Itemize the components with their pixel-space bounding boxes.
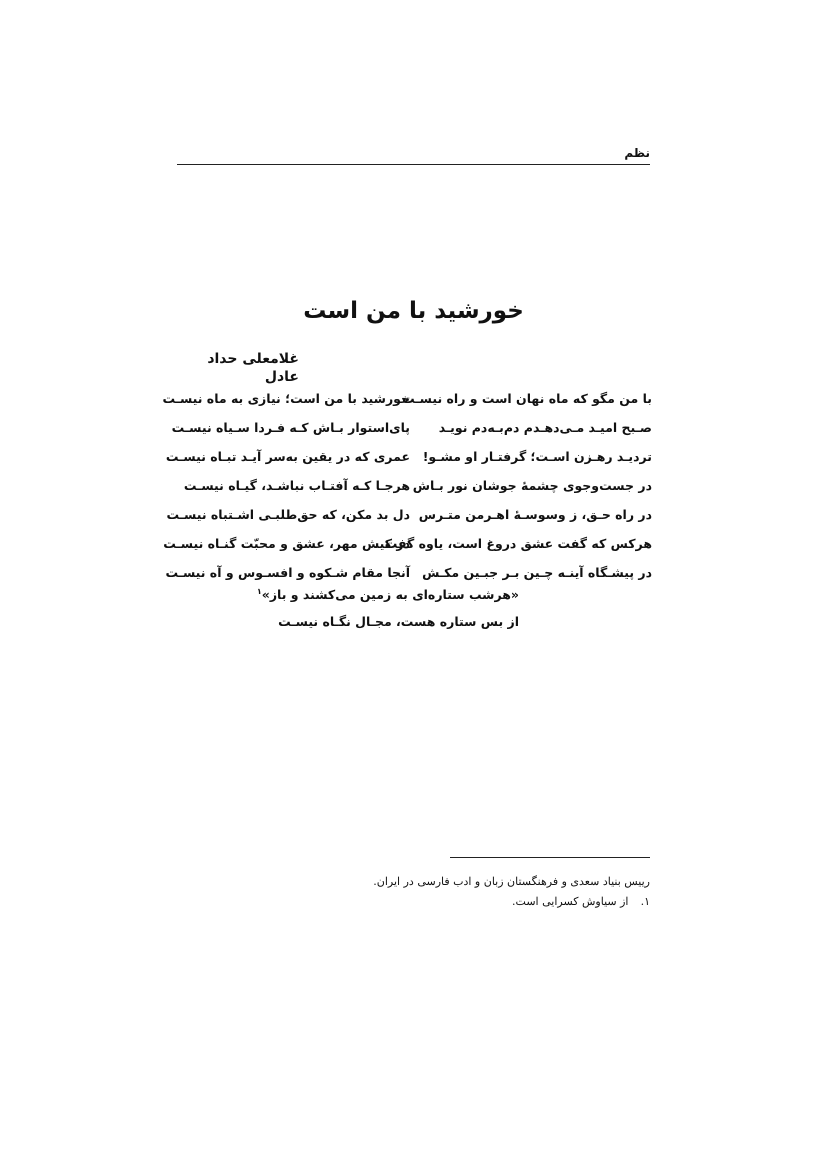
footnote-number: ۱. <box>640 895 650 908</box>
closing-line-1 <box>256 581 519 608</box>
closing-line-2: از بس ستاره هست، مجـال نگـاه نیسـت <box>278 614 519 629</box>
author-name: غلامعلی حداد عادل <box>207 351 299 385</box>
verse-row <box>170 418 650 447</box>
hemistich-left: در کیش مهر، عشق و محبّت گنـاه نیسـت <box>163 536 410 551</box>
hemistich-right: با من مگو که ماه نهان است و راه نیسـت <box>402 391 652 406</box>
footnote-marker: ۱ <box>256 586 262 596</box>
footnotes <box>300 872 650 912</box>
hemistich-right: صـبح امیـد مـی‌دهـدم دم‌بـه‌دم نویـد <box>438 420 652 435</box>
footnote-text: از سیاوش کسرایی است. <box>512 895 629 908</box>
hemistich-left: آنجا مقام شـکوه و افسـوس و آه نیسـت <box>165 565 410 580</box>
footnote-affiliation: رییس بنیاد سعدی و فرهنگستان زبان و ادب فارسی در ایران. <box>373 875 650 888</box>
hemistich-right: هرکس که گفت عشق دروغ است، یاوه گفت <box>384 536 652 551</box>
verses <box>162 389 652 592</box>
poem-title: خورشید با من است <box>303 298 524 324</box>
hemistich-right: در راه حـق، ز وسوسـهٔ اهـرمن متـرس <box>418 507 652 522</box>
closing-line-1-text: «هرشب ستاره‌ای به زمین می‌کشند و باز» <box>261 587 519 602</box>
verse-row <box>165 447 652 476</box>
footnote-1 <box>300 892 650 912</box>
verse-row <box>166 505 652 534</box>
verse-row <box>170 476 650 505</box>
verse-row <box>162 389 652 418</box>
verse-row <box>163 534 652 563</box>
hemistich-left: خورشید با من است؛ نیازی به ماه نیسـت <box>162 391 410 406</box>
hemistich-left: پای‌استوار بـاش کـه فـردا سـیاه نیسـت <box>171 420 410 435</box>
hemistich-right: در جست‌وجوی چشمهٔ جوشان نور بـاش <box>412 478 652 493</box>
footnote-rule <box>450 857 650 858</box>
hemistich-left: عمری که در یقین به‌سر آیـد تبـاه نیسـت <box>165 449 410 464</box>
hemistich-right: تردیـد رهـزن اسـت؛ گرفتـار او مشـو! <box>422 449 652 464</box>
header-rule <box>177 164 650 165</box>
hemistich-left: هرجـا کـه آفتـاب نباشـد، گیـاه نیسـت <box>183 478 410 493</box>
running-head: نظم <box>624 146 650 160</box>
hemistich-left: دل بد مکن، که حق‌طلبـی اشـتباه نیسـت <box>166 507 410 522</box>
closing-couplet <box>256 581 519 635</box>
hemistich-right: در پیشـگاه آینـه چـین بـر جبـین مکـش <box>422 565 652 580</box>
